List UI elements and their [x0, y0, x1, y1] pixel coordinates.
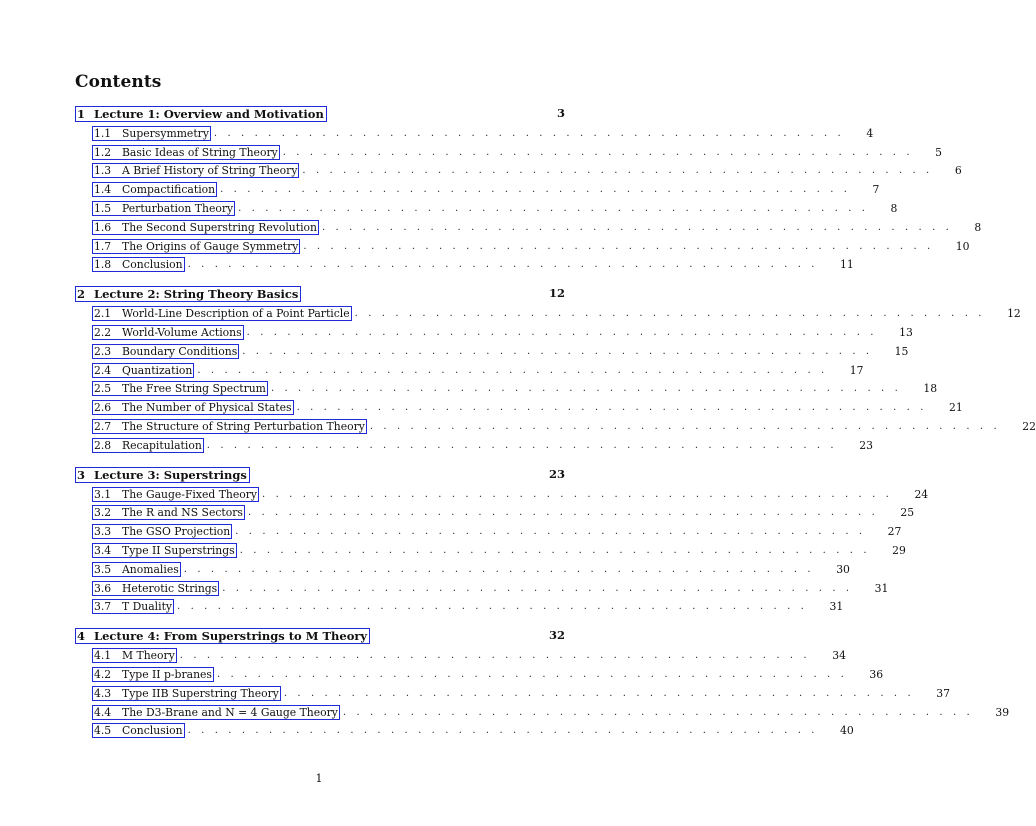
section-page-number: 8 [890, 202, 898, 216]
toc-chapter-link[interactable] [75, 106, 327, 122]
toc-section-row [75, 143, 942, 162]
section-number: 3.2 [94, 506, 112, 520]
section-page-number: 40 [840, 724, 854, 738]
section-title: The GSO Projection [122, 525, 231, 539]
chapter-title: Lecture 1: Overview and Motivation [94, 107, 324, 121]
section-title: Basic Ideas of String Theory [122, 145, 278, 159]
section-title: The Number of Physical States [122, 401, 292, 415]
section-page-number: 30 [836, 562, 850, 576]
section-page-number: 5 [935, 145, 942, 159]
toc-section-link[interactable] [92, 581, 219, 596]
toc-section-row [75, 237, 970, 256]
section-page-number: 36 [869, 668, 884, 682]
toc-section-link[interactable] [92, 381, 268, 396]
toc-section-link[interactable] [92, 599, 174, 614]
chapter-number: 1 [77, 107, 86, 121]
dot-leader: . . . . . . . . . . . . . . . . . . . . . . . . . . . . . . . . . . . . . . . . . . . . . . . [206, 439, 838, 451]
toc-section-row [75, 398, 963, 417]
section-page-number: 11 [840, 258, 854, 272]
chapter-page-number: 32 [548, 628, 565, 643]
section-page-number: 29 [892, 544, 906, 558]
section-number: 1.2 [94, 145, 112, 159]
page-number: 1 [315, 772, 323, 785]
section-number: 2.7 [94, 420, 112, 434]
section-number: 1.7 [94, 239, 112, 253]
section-title: Perturbation Theory [122, 202, 234, 216]
dot-leader: . . . . . . . . . . . . . . . . . . . . . . . . . . . . . . . . . . . . . . . . . . . . . . . [213, 127, 845, 139]
toc-section-row [75, 218, 982, 237]
section-number: 1.4 [94, 183, 112, 197]
toc-section-link[interactable] [92, 400, 294, 415]
section-title: M Theory [122, 649, 175, 663]
toc-section-row [75, 522, 902, 541]
toc-section-link[interactable] [92, 524, 232, 539]
toc-section-row [75, 598, 844, 617]
section-page-number: 13 [899, 326, 913, 340]
toc-section-row [75, 361, 864, 380]
section-page-number: 7 [872, 183, 880, 197]
dot-leader: . . . . . . . . . . . . . . . . . . . . . . . . . . . . . . . . . . . . . . . . . . . . . . . [247, 507, 879, 519]
section-number: 1.3 [94, 164, 112, 178]
chapter-page-number: 23 [548, 466, 565, 481]
dot-leader: . . . . . . . . . . . . . . . . . . . . . . . . . . . . . . . . . . . . . . . . . . . . . . . [220, 184, 851, 196]
section-page-number: 6 [954, 164, 962, 178]
section-number: 2.8 [94, 438, 112, 452]
chapter-number: 2 [77, 287, 86, 302]
toc-section-row [75, 342, 909, 361]
section-title: The Second Superstring Revolution [122, 220, 317, 234]
section-title: Type II p-branes [122, 668, 212, 682]
toc-chapter-link[interactable] [75, 467, 250, 483]
toc-chapter-link[interactable] [75, 628, 370, 644]
section-number: 1.8 [94, 258, 112, 272]
dot-leader: . . . . . . . . . . . . . . . . . . . . . . . . . . . . . . . . . . . . . . . . . . . . . . . [235, 526, 866, 538]
toc-section-row [75, 380, 938, 399]
toc-section-link[interactable] [92, 182, 217, 197]
section-title: A Brief History of String Theory [122, 164, 298, 178]
dot-leader: . . . . . . . . . . . . . . . . . . . . . . . . . . . . . . . . . . . . . . . . . . . . . . . [238, 203, 869, 215]
section-number: 2.4 [94, 363, 112, 377]
section-number: 1.5 [94, 202, 112, 216]
toc-chapter-row [75, 626, 565, 646]
toc-section-link[interactable] [92, 723, 185, 738]
dot-leader: . . . . . . . . . . . . . . . . . . . . . . . . . . . . . . . . . . . . . . . . . . . . . . . [302, 165, 933, 177]
toc-section-row [75, 485, 929, 504]
section-title: The R and NS Sectors [122, 506, 243, 520]
toc-section-row [75, 722, 854, 741]
toc-section-link[interactable] [92, 145, 280, 160]
toc-section-link[interactable] [92, 363, 194, 378]
toc-section-link[interactable] [92, 163, 299, 178]
toc-section-row [75, 124, 874, 143]
section-number: 2.6 [94, 401, 112, 415]
toc-section-link[interactable] [92, 705, 340, 720]
section-page-number: 17 [849, 363, 864, 377]
section-page-number: 27 [887, 525, 902, 539]
section-title: Conclusion [122, 724, 183, 738]
section-number: 4.5 [94, 724, 112, 738]
section-number: 1.1 [94, 126, 112, 140]
chapter-number: 3 [77, 467, 86, 482]
toc-chapter-link[interactable] [75, 286, 301, 302]
section-page-number: 31 [829, 600, 844, 614]
dot-leader: . . . . . . . . . . . . . . . . . . . . . . . . . . . . . . . . . . . . . . . . . . . . . . . [179, 650, 811, 662]
toc-section-row [75, 684, 951, 703]
section-page-number: 4 [866, 126, 874, 140]
chapter-title: Lecture 2: String Theory Basics [94, 287, 299, 302]
section-title: Quantization [122, 363, 193, 377]
section-title: Type IIB Superstring Theory [122, 686, 279, 700]
section-title: Conclusion [122, 258, 183, 272]
dot-leader: . . . . . . . . . . . . . . . . . . . . . . . . . . . . . . . . . . . . . . . . . . . . . . . [187, 725, 819, 737]
toc-section-row [75, 304, 1021, 323]
toc-section-row [75, 436, 873, 455]
toc-section-link[interactable] [92, 325, 244, 340]
section-number: 3.7 [94, 600, 112, 614]
section-page-number: 25 [900, 506, 915, 520]
toc-chapter-row [75, 465, 565, 485]
toc-chapter-row [75, 104, 565, 124]
toc-section-link[interactable] [92, 220, 319, 235]
chapter-number: 4 [77, 629, 86, 644]
section-number: 3.3 [94, 525, 112, 539]
toc-section-link[interactable] [92, 306, 352, 321]
toc-section-row [75, 703, 1010, 722]
dot-leader: . . . . . . . . . . . . . . . . . . . . . . . . . . . . . . . . . . . . . . . . . . . . . . . [216, 669, 848, 681]
section-number: 4.2 [94, 668, 112, 682]
section-page-number: 34 [832, 649, 846, 663]
toc-section-row [75, 665, 884, 684]
section-title: Recapitulation [122, 438, 202, 452]
section-number: 2.5 [94, 382, 112, 396]
dot-leader: . . . . . . . . . . . . . . . . . . . . . . . . . . . . . . . . . . . . . . . . . . . . . . . [183, 563, 815, 575]
toc-section-row [75, 199, 898, 218]
dot-leader: . . . . . . . . . . . . . . . . . . . . . . . . . . . . . . . . . . . . . . . . . . . . . . . [222, 582, 853, 594]
section-title: Heterotic Strings [122, 581, 218, 595]
section-page-number: 21 [948, 401, 963, 415]
section-number: 3.5 [94, 562, 112, 576]
section-number: 3.6 [94, 581, 112, 595]
dot-leader: . . . . . . . . . . . . . . . . . . . . . . . . . . . . . . . . . . . . . . . . . . . . . . . [283, 687, 915, 699]
dot-leader: . . . . . . . . . . . . . . . . . . . . . . . . . . . . . . . . . . . . . . . . . . . . . . . [303, 240, 934, 252]
toc-section-link[interactable] [92, 667, 214, 682]
toc-section-row [75, 560, 850, 579]
toc-section-link[interactable] [92, 239, 300, 254]
section-title: Type II Superstrings [122, 544, 235, 558]
section-page-number: 23 [859, 438, 873, 452]
dot-leader: . . . . . . . . . . . . . . . . . . . . . . . . . . . . . . . . . . . . . . . . . . . . . . . [262, 488, 893, 500]
contents-heading: Contents [75, 72, 162, 92]
dot-leader: . . . . . . . . . . . . . . . . . . . . . . . . . . . . . . . . . . . . . . . . . . . . . . . [342, 706, 974, 718]
section-number: 2.3 [94, 344, 112, 358]
section-number: 2.2 [94, 326, 112, 340]
dot-leader: . . . . . . . . . . . . . . . . . . . . . . . . . . . . . . . . . . . . . . . . . . . . . . . [246, 327, 878, 339]
section-page-number: 24 [914, 487, 929, 501]
chapter-title: Lecture 3: Superstrings [94, 467, 247, 482]
section-title: Anomalies [122, 562, 179, 576]
toc-section-row [75, 323, 913, 342]
section-page-number: 8 [974, 220, 982, 234]
toc-section-row [75, 646, 846, 665]
chapter-page-number: 3 [556, 106, 565, 120]
section-page-number: 31 [874, 581, 889, 595]
section-number: 4.3 [94, 686, 112, 700]
toc-section-row [75, 162, 962, 181]
dot-leader: . . . . . . . . . . . . . . . . . . . . . . . . . . . . . . . . . . . . . . . . . . . . . . . [369, 421, 1001, 433]
dot-leader: . . . . . . . . . . . . . . . . . . . . . . . . . . . . . . . . . . . . . . . . . . . . . . . [197, 364, 828, 376]
section-title: Supersymmetry [122, 126, 209, 140]
section-title: The Free String Spectrum [122, 382, 266, 396]
section-number: 3.1 [94, 487, 112, 501]
dot-leader: . . . . . . . . . . . . . . . . . . . . . . . . . . . . . . . . . . . . . . . . . . . . . . . [239, 545, 871, 557]
toc-section-link[interactable] [92, 487, 259, 502]
section-number: 4.4 [94, 705, 112, 719]
section-number: 3.4 [94, 544, 112, 558]
dot-leader: . . . . . . . . . . . . . . . . . . . . . . . . . . . . . . . . . . . . . . . . . . . . . . . [296, 402, 927, 414]
toc-chapter-row [75, 284, 565, 304]
toc-section-link[interactable] [92, 543, 237, 558]
toc-section-row [75, 504, 915, 523]
section-title: The Structure of String Perturbation Theory [122, 420, 365, 434]
section-title: T Duality [122, 600, 173, 614]
section-page-number: 18 [923, 382, 938, 396]
dot-leader: . . . . . . . . . . . . . . . . . . . . . . . . . . . . . . . . . . . . . . . . . . . . . . . [321, 221, 953, 233]
toc-section-row [75, 579, 889, 598]
table-of-contents [75, 104, 1036, 740]
toc-section-link[interactable] [92, 257, 185, 272]
section-title: The Origins of Gauge Symmetry [122, 239, 299, 253]
section-number: 4.1 [94, 649, 112, 663]
section-title: The D3-Brane and N = 4 Gauge Theory [122, 705, 338, 719]
section-page-number: 12 [1007, 307, 1021, 321]
section-page-number: 10 [955, 239, 970, 253]
toc-section-link[interactable] [92, 419, 367, 434]
section-page-number: 15 [894, 344, 909, 358]
section-title: Compactification [122, 183, 216, 197]
dot-leader: . . . . . . . . . . . . . . . . . . . . . . . . . . . . . . . . . . . . . . . . . . . . . . . [187, 259, 819, 271]
toc-section-row [75, 417, 1036, 436]
dot-leader: . . . . . . . . . . . . . . . . . . . . . . . . . . . . . . . . . . . . . . . . . . . . . . . [242, 345, 873, 357]
section-number: 2.1 [94, 307, 112, 321]
section-title: World-Line Description of a Point Particle [122, 307, 350, 321]
toc-section-link[interactable] [92, 344, 239, 359]
section-page-number: 22 [1022, 420, 1036, 434]
toc-section-row [75, 541, 906, 560]
chapter-page-number: 12 [548, 286, 565, 301]
toc-section-link[interactable] [92, 438, 204, 453]
toc-section-row [75, 256, 854, 275]
chapter-title: Lecture 4: From Superstrings to M Theory [94, 629, 368, 644]
dot-leader: . . . . . . . . . . . . . . . . . . . . . . . . . . . . . . . . . . . . . . . . . . . . . . . [270, 383, 902, 395]
section-title: Boundary Conditions [122, 344, 238, 358]
toc-section-link[interactable] [92, 648, 177, 663]
toc-section-row [75, 180, 880, 199]
section-title: The Gauge-Fixed Theory [122, 487, 258, 501]
toc-section-link[interactable] [92, 686, 281, 701]
toc-section-link[interactable] [92, 201, 235, 216]
section-title: World-Volume Actions [122, 326, 242, 340]
dot-leader: . . . . . . . . . . . . . . . . . . . . . . . . . . . . . . . . . . . . . . . . . . . . . . . [282, 146, 914, 158]
toc-section-link[interactable] [92, 505, 245, 520]
section-page-number: 37 [936, 686, 951, 700]
toc-section-link[interactable] [92, 126, 211, 141]
dot-leader: . . . . . . . . . . . . . . . . . . . . . . . . . . . . . . . . . . . . . . . . . . . . . . . [177, 601, 808, 613]
section-number: 1.6 [94, 220, 112, 234]
toc-section-link[interactable] [92, 562, 181, 577]
section-page-number: 39 [995, 705, 1010, 719]
dot-leader: . . . . . . . . . . . . . . . . . . . . . . . . . . . . . . . . . . . . . . . . . . . . . . . [354, 308, 986, 320]
